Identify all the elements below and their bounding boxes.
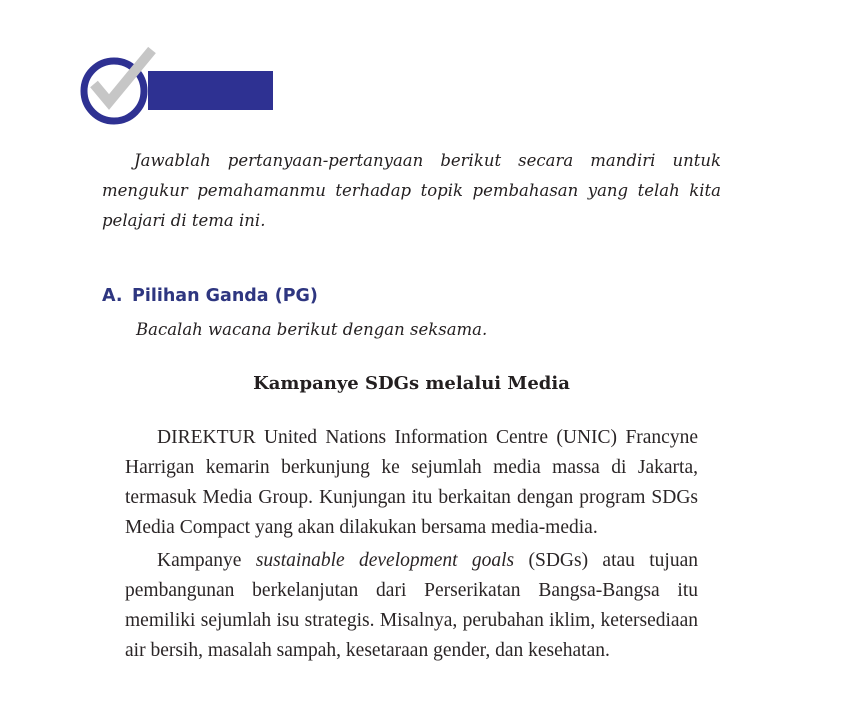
paragraph-2-italic-term: sustainable development goals xyxy=(255,550,515,571)
article-paragraph-2 xyxy=(125,546,698,666)
paragraph-2-after: (SDGs) atau tujuan pembangunan berkelanjutan dari Perserikatan Bangsa-Bangsa itu memiliki sejumlah isu strategis. Misalnya, perubahan iklim, ketersediaan air bersih, masalah sampah, kesetaraan gender, dan kesehatan. xyxy=(125,550,698,661)
evaluasi-badge xyxy=(74,44,327,130)
badge-label: Evaluasi xyxy=(231,106,327,130)
article-paragraph-1: DIREKTUR United Nations Information Centre (UNIC) Francyne Harrigan kemarin berkunjung ke sejumlah media massa di Jakarta, termasuk Media Group. Kunjungan itu berkaitan dengan program SDGs Media Compact yang akan dilakukan bersama media-media. xyxy=(125,427,698,538)
checkmark-circle-icon xyxy=(74,44,164,126)
section-marker: A. xyxy=(102,286,123,306)
instruction-text: Bacalah wacana berikut dengan seksama. xyxy=(136,320,488,339)
intro-text: Jawablah pertanyaan-pertanyaan berikut secara mandiri untuk mengukur pemahamanmu terhadap topik pembahasan yang telah kita pelajari di tema ini. xyxy=(102,151,721,230)
paragraph-2-before: Kampanye xyxy=(157,550,256,571)
article-title: Kampanye SDGs melalui Media xyxy=(253,373,570,394)
badge-bar xyxy=(148,71,327,130)
section-title: Pilihan Ganda (PG) xyxy=(132,286,318,306)
section-heading xyxy=(102,286,318,306)
